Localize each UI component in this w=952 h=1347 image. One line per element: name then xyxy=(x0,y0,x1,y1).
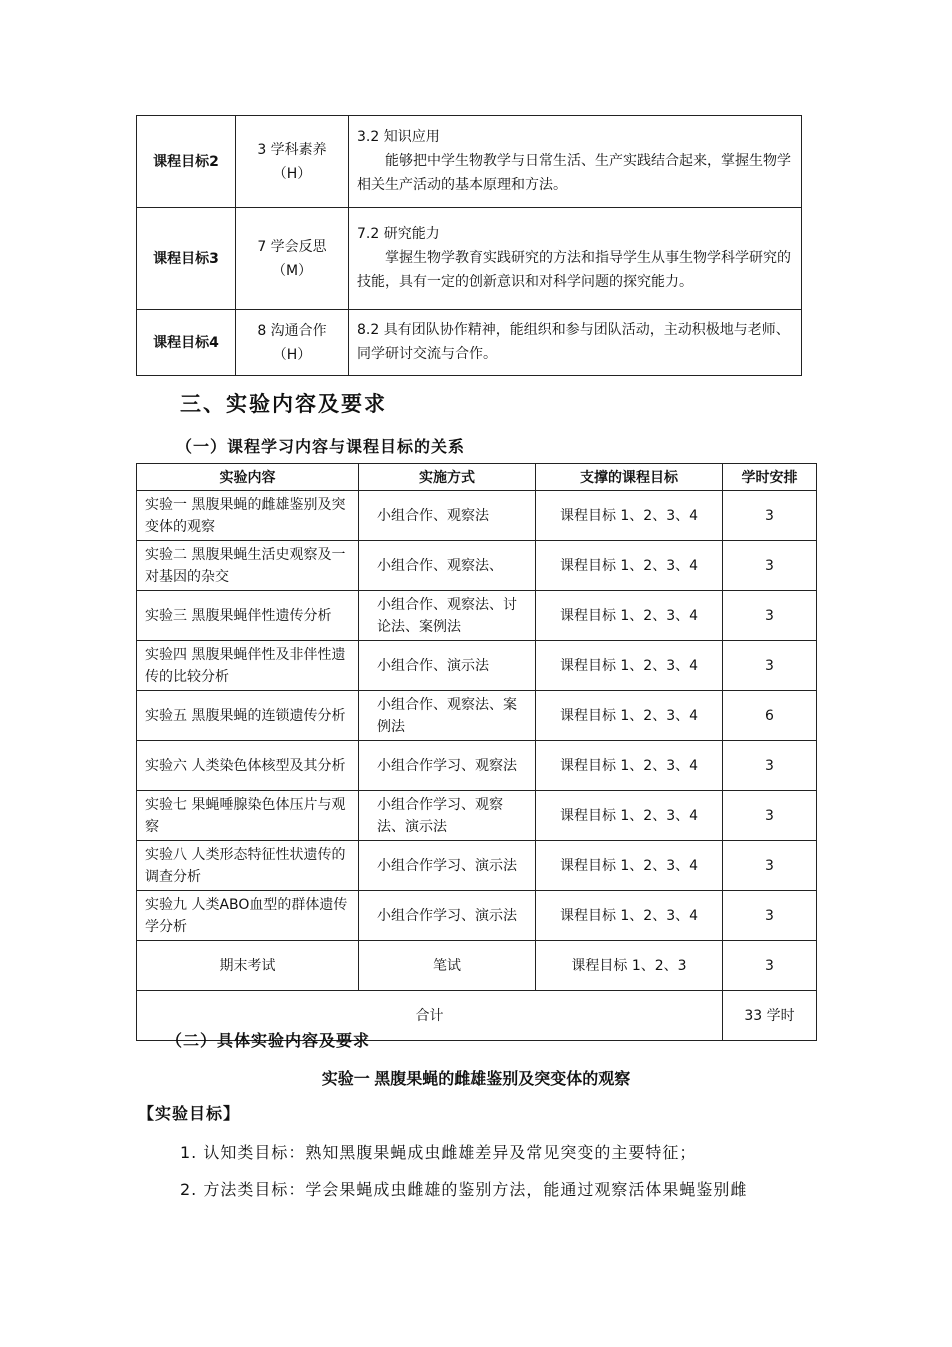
table-row xyxy=(137,541,817,591)
indicator-text: 掌握生物学教育实践研究的方法和指导学生从事生物学科学研究的技能，具有一定的创新意识和对科学问题的探究能力。 xyxy=(357,249,791,290)
course-goals-table xyxy=(136,115,802,376)
exp-content: 实验八 人类形态特征性状遗传的调查分析 xyxy=(137,841,359,891)
total-hours: 33 学时 xyxy=(723,991,817,1041)
exp-goals: 课程目标 1、2、3、4 xyxy=(536,891,723,941)
exp-hours: 3 xyxy=(723,641,817,691)
exp-content: 实验四 黑腹果蝇伴性及非伴性遗传的比较分析 xyxy=(137,641,359,691)
exam-row xyxy=(137,941,817,991)
exp-goals: 课程目标 1、2、3、4 xyxy=(536,741,723,791)
section-heading: 三、实验内容及要求 xyxy=(180,392,387,416)
attribute-name: 8 沟通合作 xyxy=(257,322,327,339)
goal-attribute xyxy=(236,310,349,376)
table-row xyxy=(137,741,817,791)
exam-method: 笔试 xyxy=(359,941,536,991)
exp-method: 小组合作、观察法、 xyxy=(359,541,536,591)
exp-goals: 课程目标 1、2、3、4 xyxy=(536,791,723,841)
exp-method: 小组合作学习、演示法 xyxy=(359,841,536,891)
exp-method: 小组合作、观察法、讨论法、案例法 xyxy=(359,591,536,641)
goal-attribute xyxy=(236,116,349,208)
table-row xyxy=(137,491,817,541)
exp-hours: 3 xyxy=(723,741,817,791)
table-row xyxy=(137,891,817,941)
attribute-level: （H） xyxy=(272,165,312,182)
exp-method: 小组合作、观察法 xyxy=(359,491,536,541)
total-label: 合计 xyxy=(137,991,723,1041)
exp-method: 小组合作、观察法、案例法 xyxy=(359,691,536,741)
experiment-title: 实验一 黑腹果蝇的雌雄鉴别及突变体的观察 xyxy=(321,1071,631,1088)
indicator-title: 3.2 知识应用 xyxy=(357,128,440,145)
header-goals: 支撑的课程目标 xyxy=(536,464,723,491)
objective-heading: 【实验目标】 xyxy=(138,1104,241,1123)
attribute-level: （H） xyxy=(272,346,312,363)
goals-row xyxy=(137,208,802,310)
exp-hours: 3 xyxy=(723,841,817,891)
exp-content: 实验七 果蝇唾腺染色体压片与观察 xyxy=(137,791,359,841)
goal-description xyxy=(349,310,802,376)
exp-content: 实验九 人类ABO血型的群体遗传学分析 xyxy=(137,891,359,941)
attribute-name: 3 学科素养 xyxy=(257,141,327,158)
table-row xyxy=(137,841,817,891)
indicator-text: 8.2 具有团队协作精神，能组织和参与团队活动，主动积极地与老师、同学研讨交流与合作。 xyxy=(357,321,790,362)
exam-goals: 课程目标 1、2、3 xyxy=(536,941,723,991)
experiment-table xyxy=(136,463,817,1041)
exp-hours: 3 xyxy=(723,491,817,541)
exp-goals: 课程目标 1、2、3、4 xyxy=(536,641,723,691)
table-header-row xyxy=(137,464,817,491)
exp-goals: 课程目标 1、2、3、4 xyxy=(536,541,723,591)
header-content: 实验内容 xyxy=(137,464,359,491)
exp-content: 实验六 人类染色体核型及其分析 xyxy=(137,741,359,791)
table-row xyxy=(137,641,817,691)
goal-description xyxy=(349,208,802,310)
goal-name: 课程目标2 xyxy=(137,116,236,208)
goal-attribute xyxy=(236,208,349,310)
subsection-heading: （二）具体实验内容及要求 xyxy=(166,1031,371,1050)
exp-hours: 3 xyxy=(723,791,817,841)
indicator-text: 能够把中学生物教学与日常生活、生产实践结合起来，掌握生物学相关生产活动的基本原理和方法。 xyxy=(357,152,791,193)
objective-item: 1. 认知类目标：熟知黑腹果蝇成虫雌雄差异及常见突变的主要特征； xyxy=(180,1143,697,1162)
exp-goals: 课程目标 1、2、3、4 xyxy=(536,841,723,891)
exam-content: 期末考试 xyxy=(137,941,359,991)
attribute-name: 7 学会反思 xyxy=(257,238,327,255)
exp-method: 小组合作学习、观察法、演示法 xyxy=(359,791,536,841)
table-row xyxy=(137,591,817,641)
table-row xyxy=(137,691,817,741)
goal-description xyxy=(349,116,802,208)
exp-goals: 课程目标 1、2、3、4 xyxy=(536,691,723,741)
objective-item: 2. 方法类目标：学会果蝇成虫雌雄的鉴别方法，能通过观察活体果蝇鉴别雌 xyxy=(180,1180,748,1199)
exp-content: 实验五 黑腹果蝇的连锁遗传分析 xyxy=(137,691,359,741)
exp-content: 实验一 黑腹果蝇的雌雄鉴别及突变体的观察 xyxy=(137,491,359,541)
exp-hours: 3 xyxy=(723,891,817,941)
goals-row xyxy=(137,310,802,376)
exp-method: 小组合作学习、观察法 xyxy=(359,741,536,791)
indicator-title: 7.2 研究能力 xyxy=(357,225,440,242)
goal-name: 课程目标4 xyxy=(137,310,236,376)
header-method: 实施方式 xyxy=(359,464,536,491)
goals-row xyxy=(137,116,802,208)
header-hours: 学时安排 xyxy=(723,464,817,491)
exp-goals: 课程目标 1、2、3、4 xyxy=(536,591,723,641)
exp-content: 实验三 黑腹果蝇伴性遗传分析 xyxy=(137,591,359,641)
exam-hours: 3 xyxy=(723,941,817,991)
exp-hours: 6 xyxy=(723,691,817,741)
goal-name: 课程目标3 xyxy=(137,208,236,310)
attribute-level: （M） xyxy=(271,262,313,279)
exp-content: 实验二 黑腹果蝇生活史观察及一对基因的杂交 xyxy=(137,541,359,591)
subsection-heading: （一）课程学习内容与课程目标的关系 xyxy=(176,437,466,456)
exp-method: 小组合作学习、演示法 xyxy=(359,891,536,941)
exp-method: 小组合作、演示法 xyxy=(359,641,536,691)
exp-hours: 3 xyxy=(723,591,817,641)
exp-hours: 3 xyxy=(723,541,817,591)
table-row xyxy=(137,791,817,841)
exp-goals: 课程目标 1、2、3、4 xyxy=(536,491,723,541)
